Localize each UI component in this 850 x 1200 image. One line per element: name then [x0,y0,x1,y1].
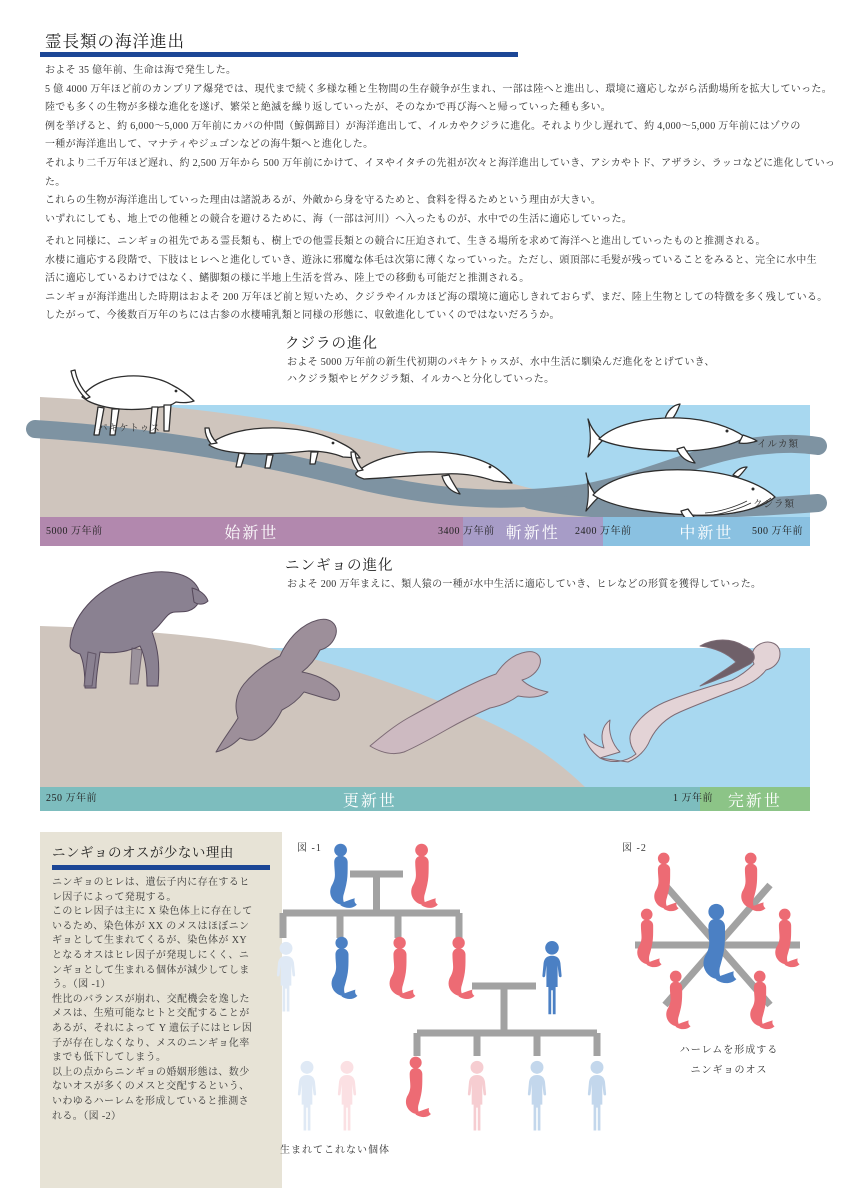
text-line: メスは、生殖可能なヒトと交配することが [52,1008,250,1020]
timeline-marker: 1 万年前 [673,793,713,804]
text-line: およそ 200 万年まえに、類人猿の一種が水中生活に適応していき、ヒレなどの形質を獲得していった。 [287,579,762,590]
mermaid-female-icon [637,909,661,968]
text-line: 子が存在しなくなり、メスのニンギョ化率 [52,1037,250,1049]
mermaid-males-infobox [40,832,282,1188]
whale-section-heading: クジラの進化 [285,336,378,352]
text-line: 一種が海洋進出して、マナティやジュゴンなどの海牛類へと進化した。 [45,139,374,151]
text-line: までも低下してしまう。 [52,1052,167,1064]
whale-group-label: クジラ類 [753,500,796,510]
text-line: いるため、染色体が XX のメスはほぼニン [52,920,250,932]
text-line: 活に適応しているわけではなく、鰭脚類の様に半地上生活を営み、陸上での移動も可能だと推測される。 [45,273,530,285]
text-line: あるが、それによって Y 遺伝子にはヒレ因 [52,1022,253,1034]
timeline-period [40,517,463,546]
mermaid-female-icon [411,844,438,908]
text-line: これらの生物が海洋進出していった理由は諸説あるが、外敵から身を守るためと、食料を得るためという理由が大きい。 [45,195,602,207]
text-line: れる。（図 -2） [52,1110,122,1122]
timeline-marker: 3400 万年前 [438,526,495,537]
intro-paragraph [45,62,836,229]
mermaid-female-icon [390,937,416,999]
timeline-marker: 250 万年前 [46,793,97,804]
harem-caption-line1: ハーレムを形成する [679,1045,779,1056]
mermaid-male-icon [332,937,358,999]
human-male-icon [542,941,561,1014]
pale-human-male-icon [528,1061,546,1131]
text-line: およそ 5000 万年前の新生代初期のパキケトゥスが、水中生活に馴染んだ進化をとげていき、 [287,357,715,368]
timeline-period [700,787,810,811]
mermaid-hypothesis-paragraph [45,233,828,326]
timeline-marker: 2400 万年前 [575,526,632,537]
text-line: ニンギョが海洋進出した時期はおよそ 200 万年ほど前と短いため、クジラやイルカほど海の環境に適応しきれておらず、まだ、陸上生物としての特徴を多く残している。 [45,291,828,303]
text-line: ニンギョのヒレは、遺伝子内に存在するヒ [52,877,250,888]
timeline-marker: 5000 万年前 [46,526,103,537]
timeline-period-label: 完新世 [727,792,782,810]
pale-human-male-icon [588,1061,606,1131]
text-line: ギョとして生まれてくるが、染色体が XY [52,935,247,947]
mermaid-evolution-diagram [40,618,810,787]
timeline-period-label: 更新世 [342,792,397,810]
infobox-body [52,876,276,1124]
mermaid-section-heading: ニンギョの進化 [285,558,394,574]
timeline-period [40,787,700,811]
text-line: いずれにしても、地上での他種との競合を避けるために、海（一部は河川）へ入ったものが、水中での生活に適応していった。 [45,213,633,225]
text-line: したがって、今後数百万年のちには古参の水棲哺乳類と同様の形態に、収斂進化していくのではないだろうか。 [45,310,560,322]
text-line: いわゆるハーレムを形成していると推測さ [52,1095,249,1107]
text-line: 以上の点からニンギョの婚姻形態は、数少 [52,1066,250,1078]
text-line: う。（図 -1） [52,979,112,991]
text-line: ないオスが多くのメスと交配するという、 [52,1081,250,1093]
text-line: た。 [45,176,66,188]
harem-diagram [610,845,850,1045]
whale-section-description [287,354,715,388]
mermaid-female-icon [775,909,799,968]
mermaid-female-icon [449,937,475,999]
figure1-label: 図 -1 [297,843,322,854]
unborn-human-icon [277,942,295,1012]
mermaid-female-icon [750,971,774,1030]
unborn-human-female-icon [338,1061,356,1131]
text-line: ンギョとして生まれる個体が減少してしま [52,964,250,976]
text-line: 性比のバランスが崩れ、交配機会を逸した [52,993,250,1005]
dolphin-group-label: イルカ類 [757,440,800,450]
text-line: 水棲に適応する段階で、下肢はヒレへと進化していき、遊泳に邪魔な体毛は次第に薄くなっていった。ただし、頭頂部に毛髪が残っていることをみると、完全に水中生 [45,254,817,266]
unborn-human-male-icon [298,1061,316,1131]
mermaid-geologic-timeline [40,787,810,811]
pakicetus-label: パキケトゥス [98,424,161,434]
whale-geologic-timeline [40,517,810,546]
text-line: ハクジラ類やヒゲクジラ類、イルカへと分化していった。 [287,374,555,385]
mermaid-section-description [287,576,761,593]
text-line: およそ 35 億年前、生命は海で発生した。 [45,65,237,76]
timeline-marker: 500 万年前 [752,526,803,537]
text-line: このヒレ因子は主に X 染色体上に存在して [52,906,253,918]
mermaid-female-icon [406,1057,431,1117]
pale-human-female-icon [468,1061,486,1131]
text-line: 陸でも多くの生物が多様な進化を遂げ、繁栄と絶滅を繰り返していったが、そのなかで再び海へと帰っていった種も多い。 [45,102,612,114]
harem-caption-line2: ニンギョのオス [690,1065,768,1076]
title-underline-bar [40,52,518,57]
text-line: 5 億 4000 万年ほど前のカンブリア爆発では、現代まで続く多様な種と生物間の生存競争が生まれ、一部は陸へと進出し、環境に適応しながら活動場所を拡大していった。 [45,83,832,95]
figure2-label: 図 -2 [622,843,647,854]
timeline-period-label: 中新世 [679,525,734,542]
timeline-period-label: 斬新性 [505,525,560,542]
text-line: レ因子によって発現する。 [52,891,177,903]
infobox-heading: ニンギョのオスが少ない理由 [52,845,234,860]
mermaid-female-icon [654,853,678,912]
unborn-caption: 生まれてこれない個体 [280,1145,390,1156]
text-line: それより二千万年ほど遅れ、約 2,500 万年から 500 万年前にかけて、イヌやイタチの先祖が次々と海洋進出していき、アシカやトド、アザラシ、ラッコなどに進化していっ [45,157,836,169]
pedigree-diagram [278,838,623,1168]
text-line: それと同様に、ニンギョの祖先である霊長類も、樹上での他霊長類との競合に圧迫されて、生きる場所を求めて海洋へと進出していったものと推測される。 [45,236,766,247]
timeline-period-label: 始新世 [224,525,279,542]
text-line: 例を挙げると、約 6,000〜5,000 万年前にカバの仲間（鯨偶蹄目）が海洋進出して、イルカやクジラに進化。それより少し遅れて、約 4,000〜5,000 万年前にはゾウの [45,120,801,132]
page-title: 霊長類の海洋進出 [45,32,185,51]
infobox-underline-bar [52,865,270,870]
text-line: となるオスはヒレ因子が発現しにくく、ニ [52,949,250,961]
